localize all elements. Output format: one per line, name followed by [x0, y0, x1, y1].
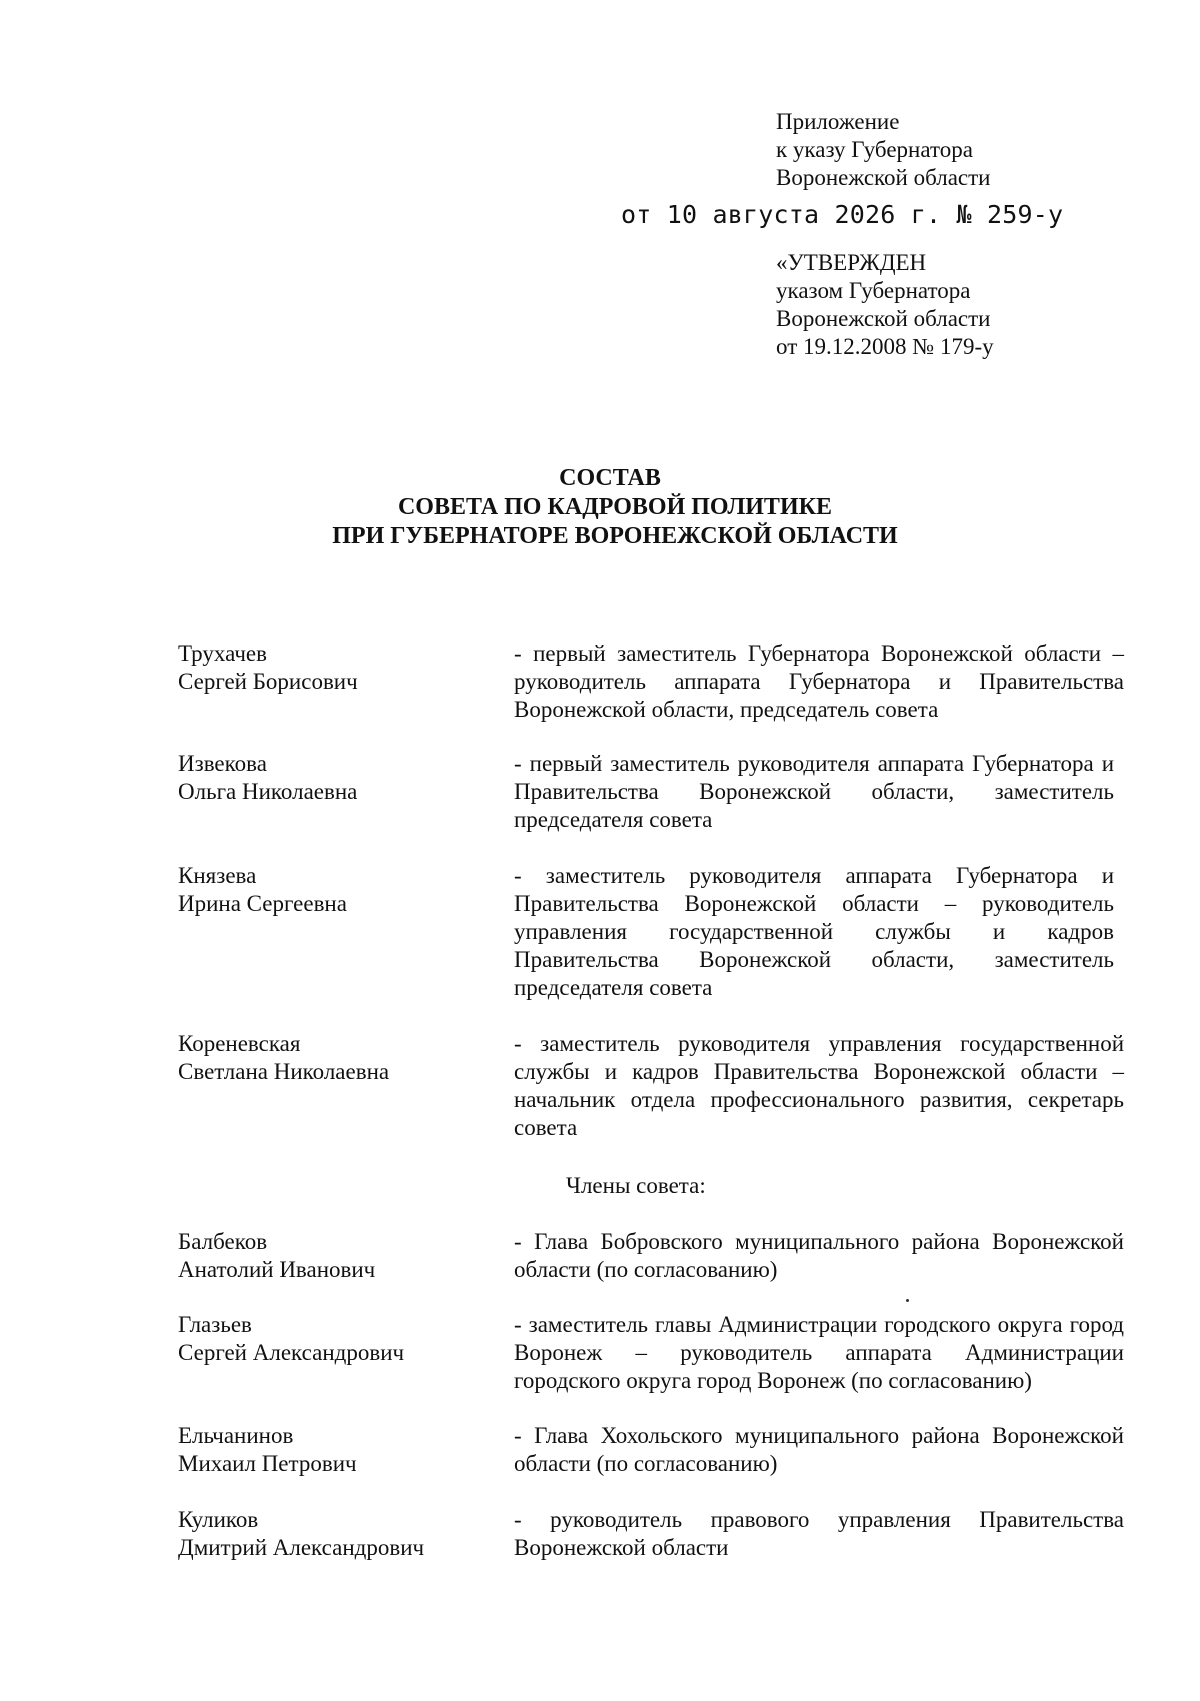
member-role: - заместитель руководителя управления государственной службы и кадров Правительства Воронежской области – начальник отдела профессионального развития, секретарь совета: [514, 1031, 1124, 1140]
member-surname: Ельчанинов: [178, 1423, 294, 1448]
title-line: СОСТАВ: [559, 465, 661, 491]
approval-line: Воронежской области: [776, 306, 991, 331]
member-given-name: Светлана Николаевна: [178, 1059, 390, 1084]
member-surname: Куликов: [178, 1507, 259, 1532]
member-name: [178, 1030, 478, 1086]
member-name: [178, 1506, 478, 1562]
member-role: - заместитель главы Администрации городского округа город Воронеж – руководитель аппарата Администрации городского округа город Воронеж (по согласованию): [514, 1312, 1124, 1393]
title-line: ПРИ ГУБЕРНАТОРЕ ВОРОНЕЖСКОЙ ОБЛАСТИ: [332, 523, 898, 549]
member-name: [178, 1228, 478, 1284]
approval-line: «УТВЕРЖДЕН: [776, 250, 927, 275]
member-role: - заместитель руководителя аппарата Губернатора и Правительства Воронежской области – руководитель управления государственной службы и кадров Правительства Воронежской области, заместитель председателя совета: [514, 863, 1114, 1000]
member-given-name: Дмитрий Александрович: [178, 1535, 425, 1560]
member-surname: Князева: [178, 863, 257, 888]
approval-line: указом Губернатора: [776, 278, 971, 303]
member-surname: Трухачев: [178, 641, 267, 666]
members-heading: Члены совета:: [566, 1173, 706, 1198]
approval-line: от 19.12.2008 № 179-у: [776, 334, 994, 359]
member-given-name: Ольга Николаевна: [178, 779, 358, 804]
appendix-line: Воронежской области: [776, 165, 991, 190]
order-date-number: от 10 августа 2026 г. № 259-у: [621, 200, 1064, 229]
member-role: - первый заместитель Губернатора Воронежской области – руководитель аппарата Губернатора и Правительства Воронежской области, председатель совета: [514, 641, 1124, 722]
document-title: [0, 464, 1200, 551]
member-given-name: Ирина Сергеевна: [178, 891, 347, 916]
appendix-line: Приложение: [776, 109, 900, 134]
member-given-name: Сергей Александрович: [178, 1340, 405, 1365]
member-surname: Глазьев: [178, 1312, 252, 1337]
member-role: - руководитель правового управления Правительства Воронежской области: [514, 1507, 1124, 1560]
member-surname: Извекова: [178, 751, 267, 776]
appendix-header: [776, 108, 991, 192]
member-name: [178, 1311, 478, 1367]
appendix-line: к указу Губернатора: [776, 137, 973, 162]
member-name: [178, 640, 478, 696]
member-name: [178, 1422, 478, 1478]
member-surname: Балбеков: [178, 1229, 268, 1254]
member-given-name: Сергей Борисович: [178, 669, 358, 694]
member-surname: Кореневская: [178, 1031, 301, 1056]
member-given-name: Анатолий Иванович: [178, 1257, 376, 1282]
member-name: [178, 750, 478, 806]
scan-speck: [906, 1299, 909, 1302]
title-line: СОВЕТА ПО КАДРОВОЙ ПОЛИТИКЕ: [397, 494, 833, 520]
approval-header: [776, 249, 994, 361]
member-role: - первый заместитель руководителя аппарата Губернатора и Правительства Воронежской области, заместитель председателя совета: [514, 751, 1114, 832]
member-given-name: Михаил Петрович: [178, 1451, 357, 1476]
member-role: - Глава Бобровского муниципального района Воронежской области (по согласованию): [514, 1229, 1124, 1282]
member-name: [178, 862, 478, 918]
member-role: - Глава Хохольского муниципального района Воронежской области (по согласованию): [514, 1423, 1124, 1476]
